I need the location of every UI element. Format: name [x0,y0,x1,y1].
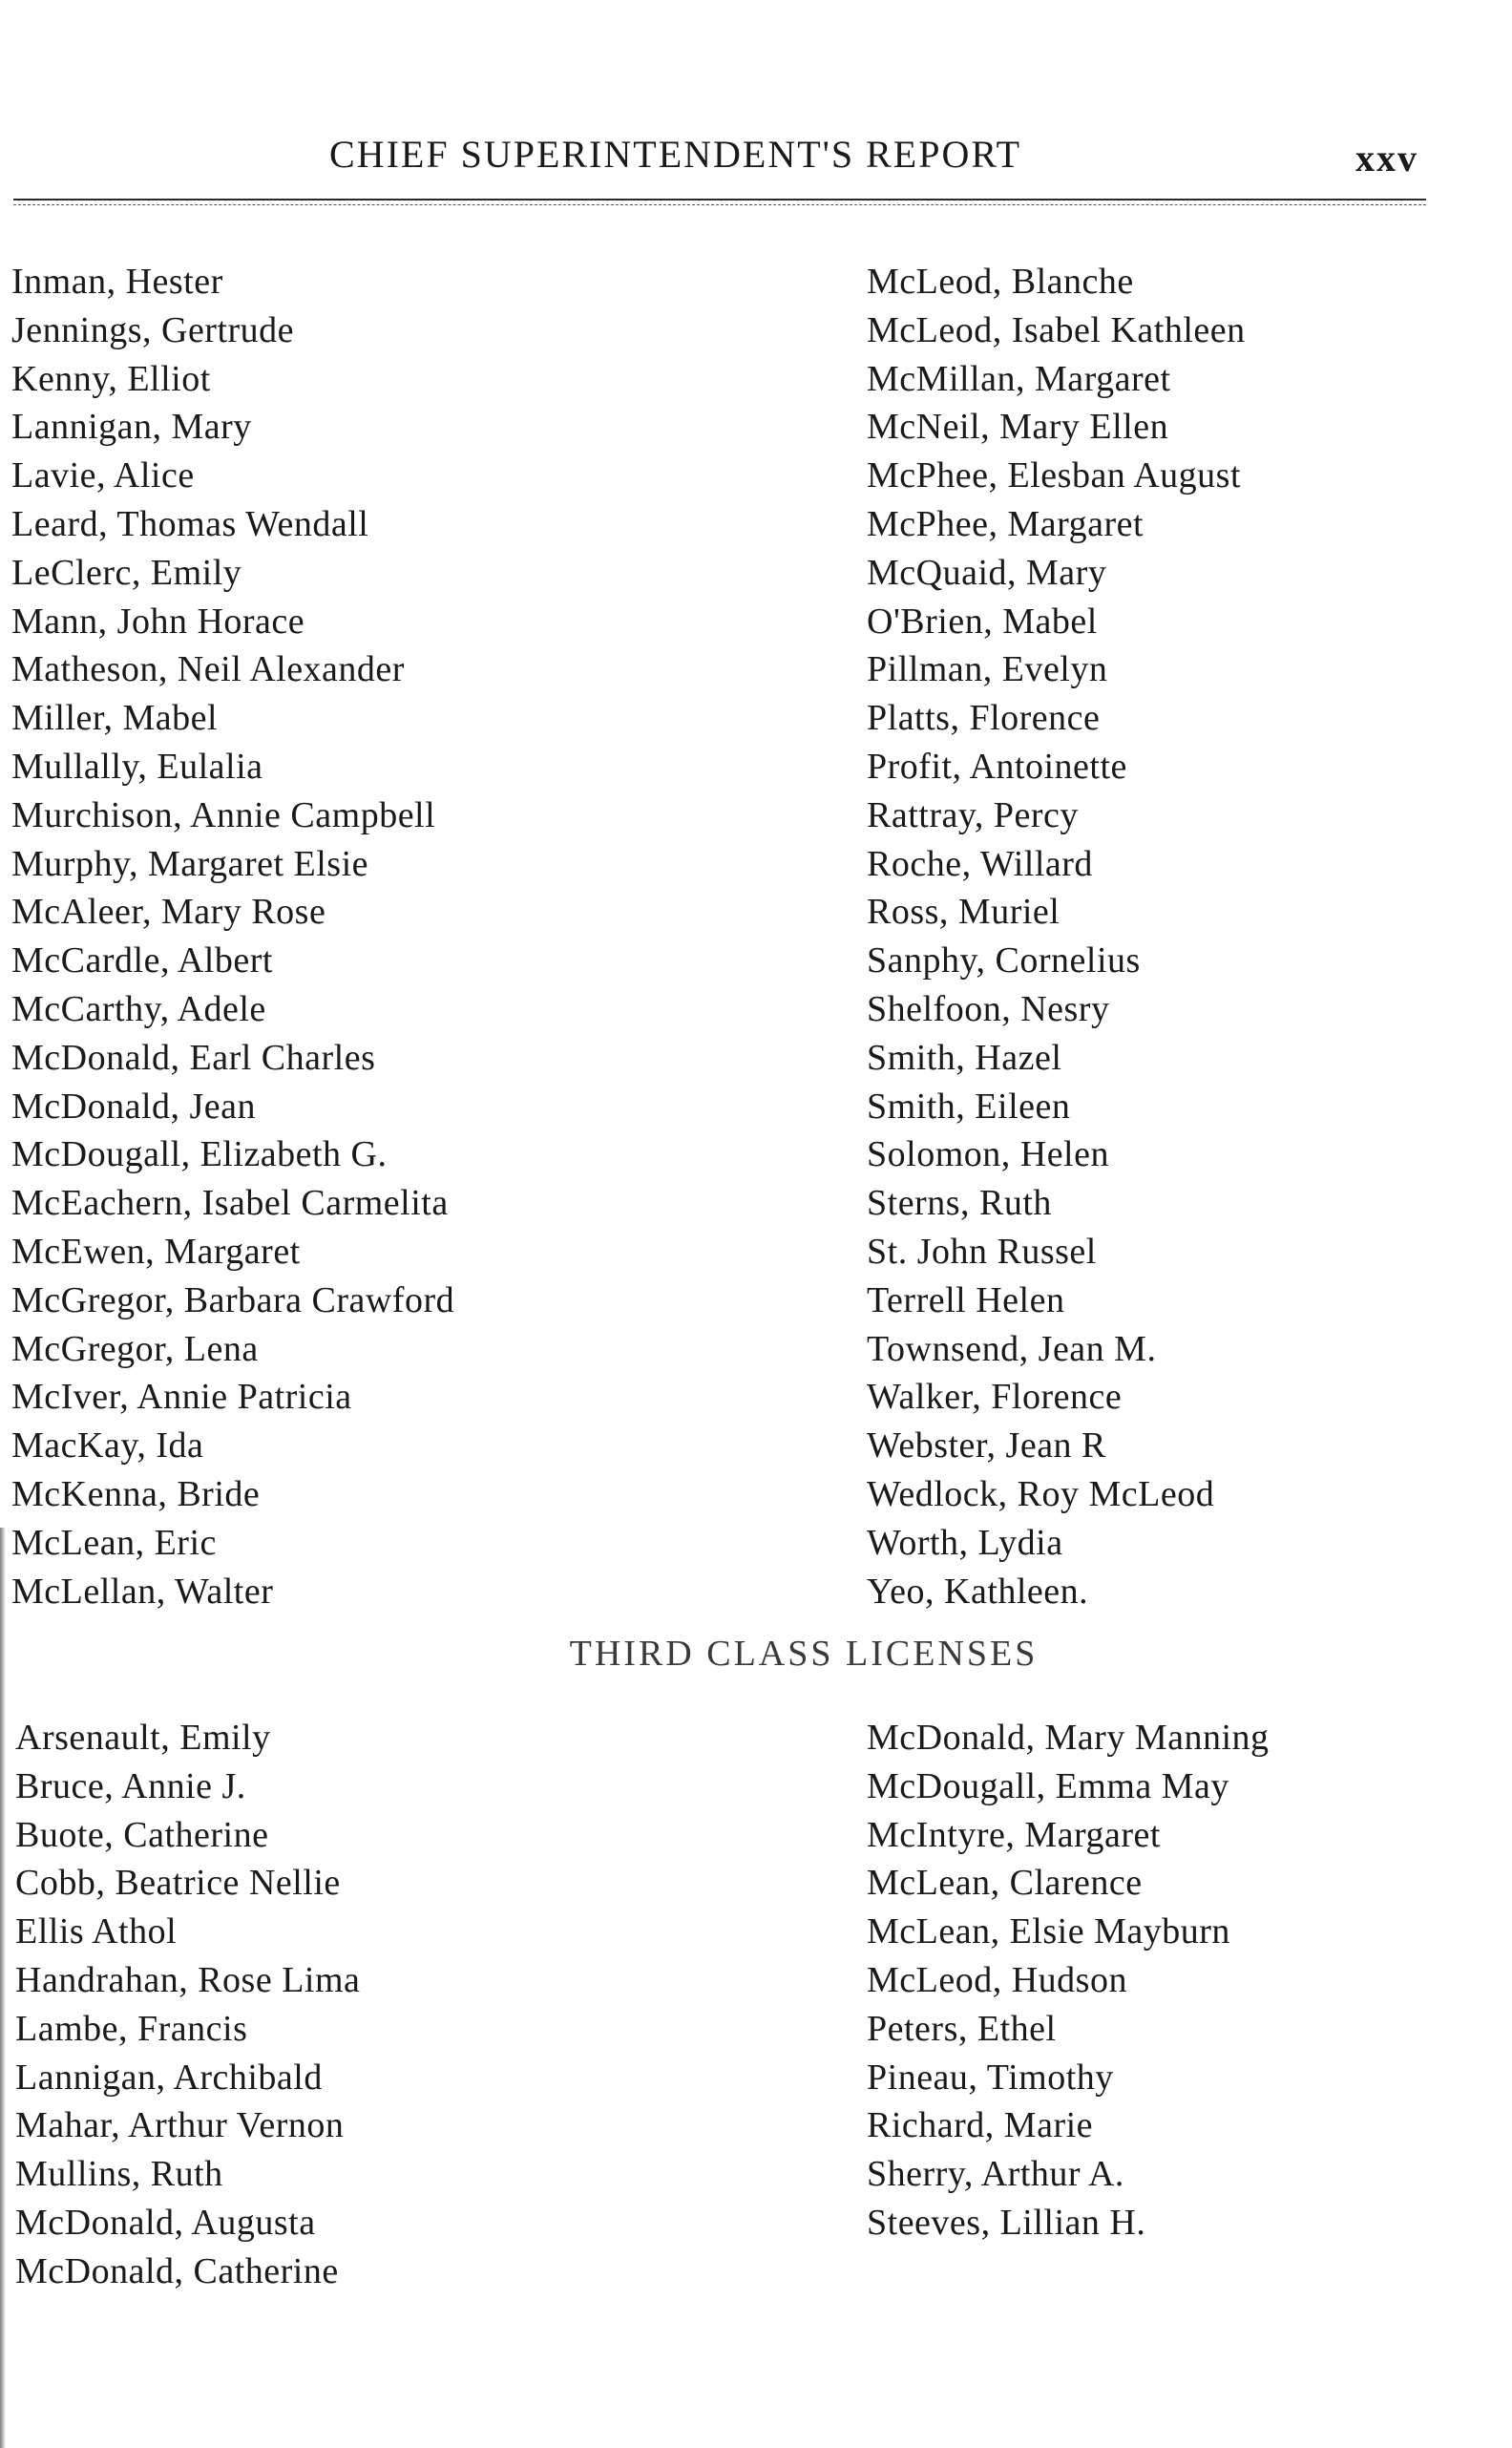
header-rule [13,199,1426,200]
name-entry: McDonald, Augusta [15,2202,316,2243]
name-entry: Mahar, Arthur Vernon [15,2105,345,2146]
name-entry: McDonald, Mary Manning [867,1718,1270,1758]
running-title: CHIEF SUPERINTENDENT'S REPORT [329,133,1022,176]
name-entry: McGregor, Barbara Crawford [11,1279,455,1320]
running-head [0,132,1512,189]
name-entry: McNeil, Mary Ellen [867,407,1169,448]
name-entry: Shelfoon, Nesry [867,988,1110,1029]
name-entry: Mullally, Eulalia [11,746,263,787]
name-entry: St. John Russel [867,1231,1097,1272]
name-entry: McLeod, Isabel Kathleen [867,309,1246,350]
second-class-right-column [867,258,1246,1615]
name-entry: Wedlock, Roy McLeod [867,1473,1215,1514]
name-entry: LeClerc, Emily [11,552,242,593]
third-class-heading: THIRD CLASS LICENSES [569,1634,1039,1674]
name-entry: Murchison, Annie Campbell [11,794,436,835]
name-entry: McLean, Clarence [867,1863,1143,1904]
name-entry: McDonald, Earl Charles [11,1037,376,1078]
name-entry: McDonald, Catherine [15,2250,339,2291]
name-entry: Bruce, Annie J. [15,1765,246,1806]
name-entry: MacKay, Ida [11,1425,204,1467]
name-entry: Ross, Muriel [867,892,1060,933]
name-entry: McMillan, Margaret [867,358,1171,399]
name-entry: McLean, Eric [11,1522,217,1563]
header-rule-secondary [13,204,1426,205]
name-entry: Terrell Helen [867,1279,1065,1320]
name-entry: Worth, Lydia [867,1522,1063,1563]
name-entry: Walker, Florence [867,1377,1123,1418]
name-entry: McLean, Elsie Mayburn [867,1911,1230,1952]
name-entry: Smith, Hazel [867,1037,1062,1078]
name-entry: Sterns, Ruth [867,1183,1052,1224]
name-entry: Sanphy, Cornelius [867,940,1141,981]
name-entry: Sherry, Arthur A. [867,2154,1124,2195]
name-entry: Miller, Mabel [11,698,219,739]
name-entry: Profit, Antoinette [867,746,1127,787]
name-entry: Lavie, Alice [11,455,195,496]
name-entry: Lannigan, Archibald [15,2057,323,2098]
name-entry: Lannigan, Mary [11,407,252,448]
name-entry: McAleer, Mary Rose [11,892,326,933]
name-entry: Richard, Marie [867,2105,1094,2146]
name-entry: McLeod, Hudson [867,1959,1127,2000]
name-entry: Webster, Jean R [867,1425,1106,1467]
second-class-left-column [11,258,454,1615]
name-entry: McGregor, Lena [11,1328,259,1369]
name-entry: Platts, Florence [867,698,1101,739]
name-entry: Murphy, Margaret Elsie [11,843,369,884]
name-entry: Arsenault, Emily [15,1718,271,1758]
name-entry: Kenny, Elliot [11,358,211,399]
name-entry: McKenna, Bride [11,1473,261,1514]
name-entry: Ellis Athol [15,1911,178,1952]
name-entry: Solomon, Helen [867,1134,1109,1175]
name-entry: McLeod, Blanche [867,262,1134,302]
name-entry: Jennings, Gertrude [11,309,295,350]
name-entry: Yeo, Kathleen. [867,1571,1089,1612]
name-entry: Mullins, Ruth [15,2154,223,2195]
name-entry: McLellan, Walter [11,1571,274,1612]
name-entry: Leard, Thomas Wendall [11,503,369,544]
name-entry: McIntyre, Margaret [867,1814,1161,1855]
name-entry: McEwen, Margaret [11,1231,301,1272]
name-entry: Matheson, Neil Alexander [11,649,405,690]
name-entry: McEachern, Isabel Carmelita [11,1183,449,1224]
name-entry: McPhee, Margaret [867,503,1144,544]
name-entry: McCarthy, Adele [11,988,266,1029]
name-entry: Handrahan, Rose Lima [15,1959,361,2000]
name-entry: Smith, Eileen [867,1086,1071,1127]
page-number: xxv [1355,137,1418,179]
name-entry: Peters, Ethel [867,2008,1057,2049]
name-entry: Mann, John Horace [11,601,305,642]
name-entry: Rattray, Percy [867,794,1079,835]
name-entry: Inman, Hester [11,262,223,302]
name-entry: McDougall, Emma May [867,1765,1229,1806]
name-entry: McDougall, Elizabeth G. [11,1134,388,1175]
name-entry: McQuaid, Mary [867,552,1107,593]
name-entry: Cobb, Beatrice Nellie [15,1863,341,1904]
name-entry: McCardle, Albert [11,940,273,981]
name-entry: McDonald, Jean [11,1086,257,1127]
name-entry: Steeves, Lillian H. [867,2202,1146,2243]
name-entry: O'Brien, Mabel [867,601,1098,642]
name-entry: McPhee, Elesban August [867,455,1242,496]
name-entry: Pineau, Timothy [867,2057,1114,2098]
third-class-right-column [867,1714,1270,2248]
name-entry: Townsend, Jean M. [867,1328,1157,1369]
name-entry: Buote, Catherine [15,1814,269,1855]
name-entry: Lambe, Francis [15,2008,248,2049]
name-entry: Roche, Willard [867,843,1093,884]
third-class-left-column [15,1714,360,2296]
name-entry: McIver, Annie Patricia [11,1377,352,1418]
name-entry: Pillman, Evelyn [867,649,1108,690]
